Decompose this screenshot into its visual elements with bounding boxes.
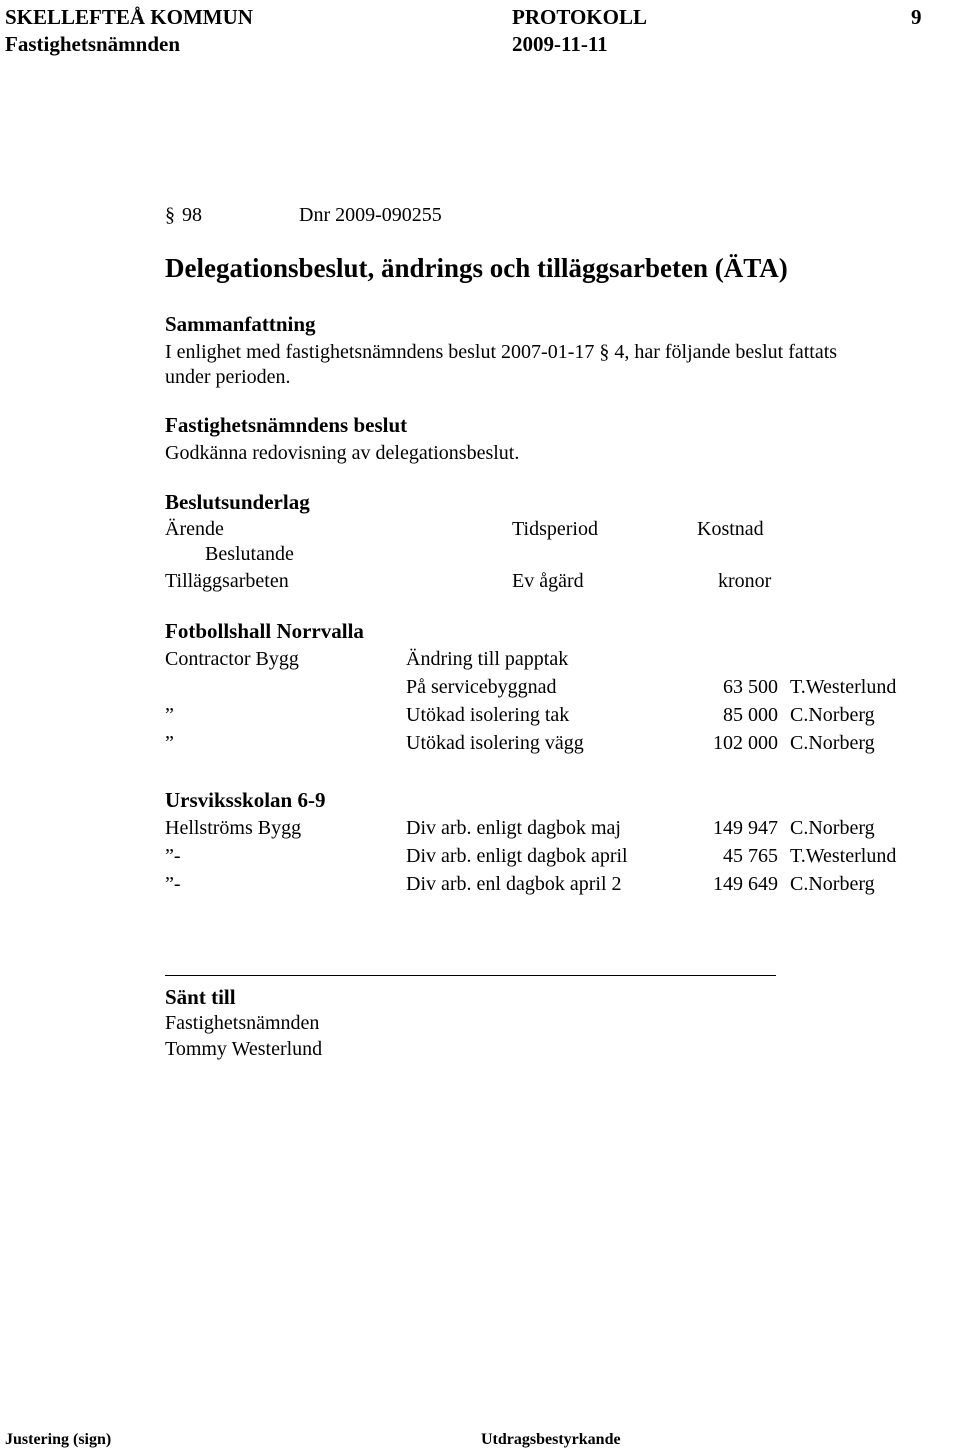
cost-cell: 102 000	[713, 732, 778, 754]
contractor-cell: ”	[165, 732, 174, 754]
cost-cell: 149 947	[713, 817, 778, 839]
description-cell: Div arb. enligt dagbok maj	[406, 817, 621, 839]
summary-heading: Sammanfattning	[165, 312, 316, 336]
column-tillaggsarbeten: Tilläggsarbeten	[165, 570, 289, 592]
summary-text-line-1	[165, 341, 837, 364]
column-arende: Ärende	[165, 518, 224, 540]
footer-certification-label: Utdragsbestyrkande	[481, 1431, 621, 1448]
footer-signature-label: Justering (sign)	[5, 1431, 112, 1448]
description-cell: Div arb. enligt dagbok april	[406, 845, 628, 867]
description-cell: Div arb. enl dagbok april 2	[406, 873, 622, 895]
column-kronor: kronor	[718, 570, 772, 592]
meeting-date: 2009-11-11	[512, 32, 608, 56]
sent-to-heading: Sänt till	[165, 985, 236, 1009]
committee-name: Fastighetsnämnden	[5, 32, 181, 56]
page-title: Delegationsbeslut, ändrings och tilläggsarbeten (ÄTA)	[165, 253, 788, 283]
summary-text-part-1: I enlighet med fastighetsnämndens beslut 2007-01-17	[165, 341, 595, 363]
summary-text-line-2: under perioden.	[165, 366, 291, 388]
organization-name: SKELLEFTEÅ KOMMUN	[5, 5, 253, 29]
section-number: 98	[182, 204, 202, 226]
decision-heading: Fastighetsnämndens beslut	[165, 413, 408, 437]
decider-cell: C.Norberg	[790, 732, 875, 754]
separator-line	[165, 975, 776, 976]
contractor-cell: ”-	[165, 845, 181, 867]
contractor-cell: ”-	[165, 873, 181, 895]
description-cell: På servicebyggnad	[406, 676, 557, 698]
description-cell: Ändring till papptak	[406, 648, 569, 670]
description-cell: Utökad isolering tak	[406, 704, 570, 726]
cost-cell: 149 649	[713, 873, 778, 895]
project-heading: Fotbollshall Norrvalla	[165, 619, 364, 643]
project-heading: Ursviksskolan 6-9	[165, 788, 326, 812]
column-kostnad: Kostnad	[697, 518, 764, 540]
summary-text-part-2: 4, har följande beslut fattats	[614, 341, 838, 363]
contractor-cell: Hellströms Bygg	[165, 817, 302, 839]
decider-cell: C.Norberg	[790, 817, 875, 839]
decider-cell: C.Norberg	[790, 873, 875, 895]
document-type: PROTOKOLL	[512, 5, 647, 29]
column-tidsperiod: Tidsperiod	[512, 518, 598, 540]
description-cell: Utökad isolering vägg	[406, 732, 584, 754]
summary-paragraph-symbol: §	[599, 341, 610, 363]
decider-cell: T.Westerlund	[790, 845, 897, 867]
column-atgard: Ev ågärd	[512, 570, 584, 592]
contractor-cell: ”	[165, 704, 174, 726]
cost-cell: 85 000	[723, 704, 778, 726]
basis-heading: Beslutsunderlag	[165, 490, 310, 514]
decider-cell: C.Norberg	[790, 704, 875, 726]
diary-number: Dnr 2009-090255	[299, 204, 442, 226]
column-beslutande: Beslutande	[205, 543, 294, 565]
paragraph-symbol: §	[165, 204, 175, 226]
cost-cell: 45 765	[723, 845, 778, 867]
decider-cell: T.Westerlund	[790, 676, 897, 698]
decision-text: Godkänna redovisning av delegationsbeslut.	[165, 442, 520, 464]
recipient: Tommy Westerlund	[165, 1038, 323, 1060]
cost-cell: 63 500	[723, 676, 778, 698]
recipient: Fastighetsnämnden	[165, 1012, 320, 1034]
page-number: 9	[911, 5, 922, 29]
contractor-cell: Contractor Bygg	[165, 648, 299, 670]
